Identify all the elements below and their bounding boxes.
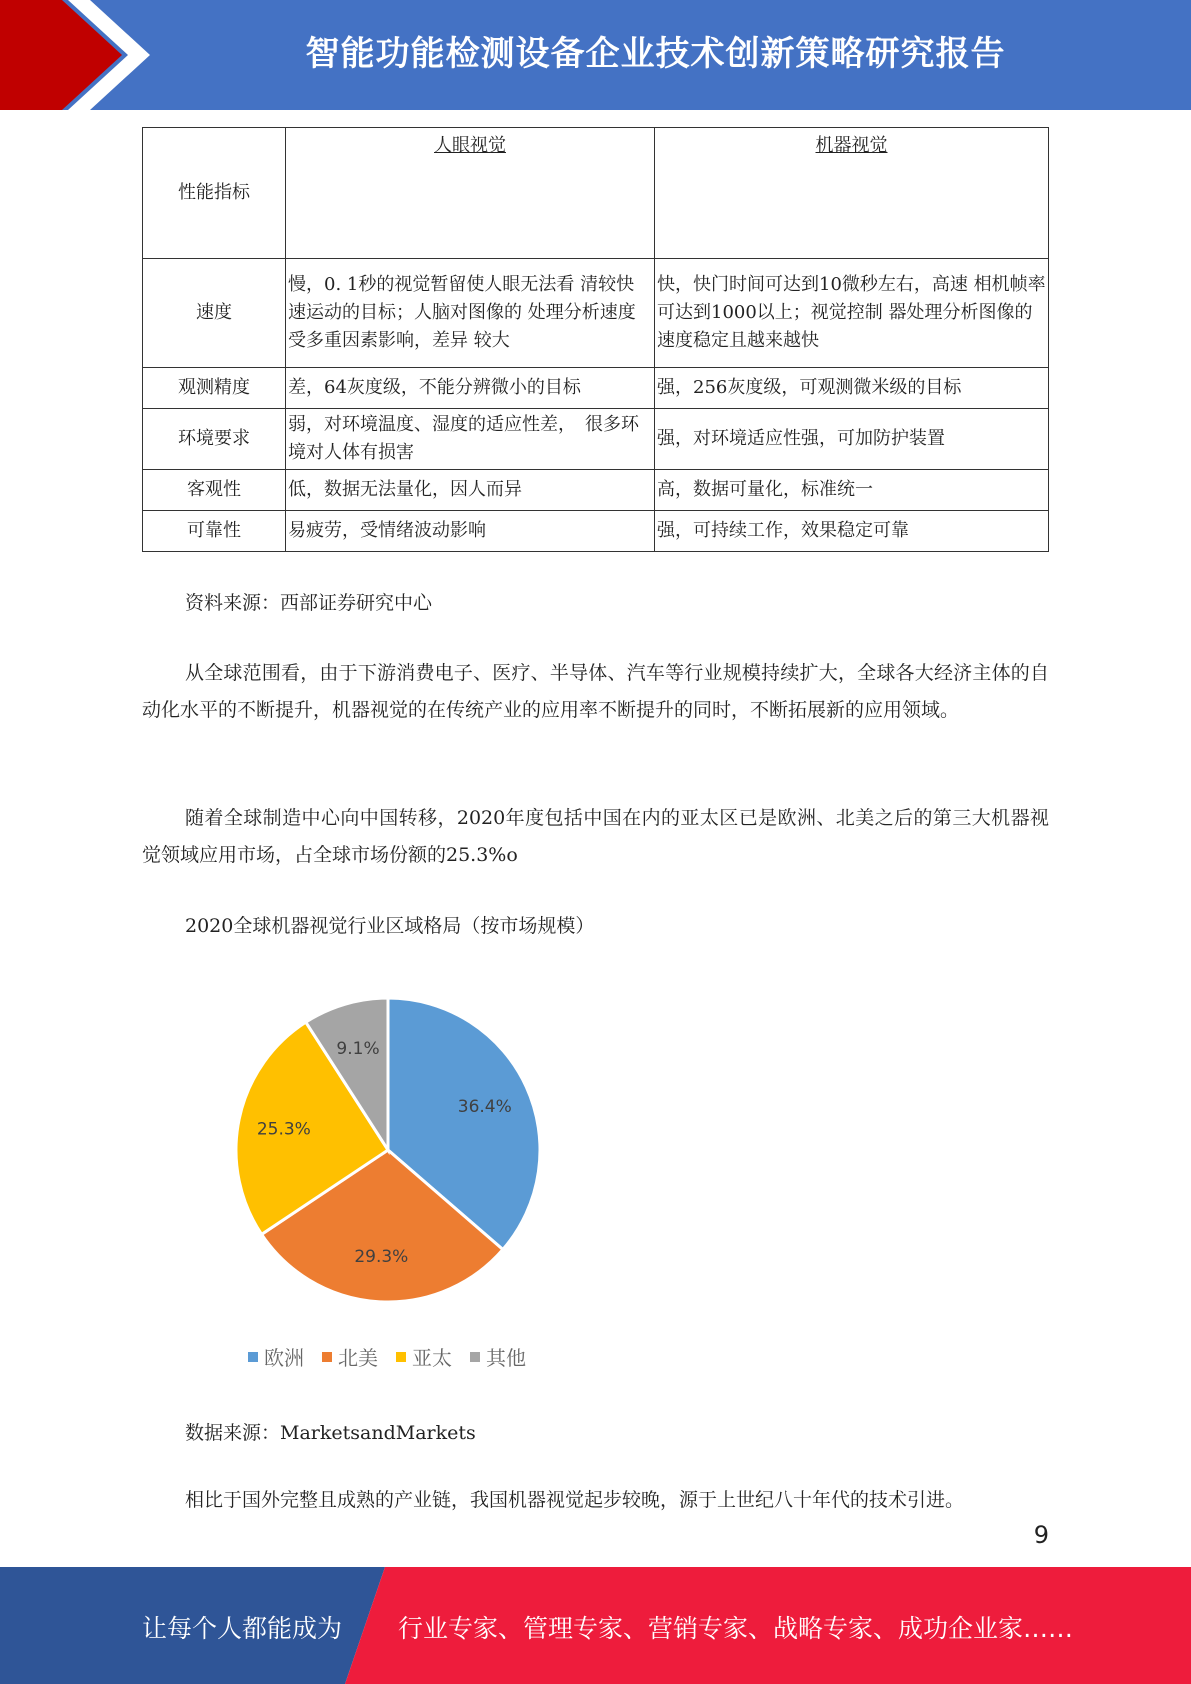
metric-cell: 观测精度 xyxy=(143,368,286,409)
legend-label: 其他 xyxy=(486,1346,526,1370)
metric-header: 性能指标 xyxy=(143,128,286,259)
machine-cell: 强，可持续工作，效果稳定可靠 xyxy=(655,511,1049,552)
footer-slogan-right: 行业专家、管理专家、营销专家、战略专家、成功企业家…… xyxy=(398,1614,1074,1643)
human-vision-header: 人眼视觉 xyxy=(286,128,655,259)
table-row xyxy=(143,409,1049,470)
report-title: 智能功能检测设备企业技术创新策略研究报告 xyxy=(305,34,1006,74)
legend-swatch xyxy=(322,1352,332,1362)
paragraph-asia-pacific: 随着全球制造中心向中国转移，2020年度包括中国在内的亚太区已是欧洲、北美之后的第三大机器视觉领域应用市场，占全球市场份额的25.3%o xyxy=(142,807,1049,866)
paragraph-global-scope: 从全球范围看，由于下游消费电子、医疗、半导体、汽车等行业规模持续扩大，全球各大经济主体的自动化水平的不断提升，机器视觉的在传统产业的应用率不断提升的同时，不断拓展新的应用领域。 xyxy=(142,662,1049,721)
chart-source-note: 数据来源：MarketsandMarkets xyxy=(185,1422,476,1444)
legend-swatch xyxy=(470,1352,480,1362)
chart-caption: 2020全球机器视觉行业区域格局（按市场规模） xyxy=(185,915,595,937)
human-cell: 易疲劳，受情绪波动影响 xyxy=(286,511,655,552)
human-cell: 差，64灰度级，不能分辨微小的目标 xyxy=(286,368,655,409)
human-cell: 慢，0. 1秒的视觉暂留使人眼无法看 清较快速运动的目标；人脑对图像的 处理分析速度受多重因素影响，差异 较大 xyxy=(286,259,655,368)
table-source-note: 资料来源：西部证券研究中心 xyxy=(185,592,433,614)
legend-item-0 xyxy=(248,1342,304,1371)
pie-data-label-3: 9.1% xyxy=(336,1038,380,1059)
legend-item-2 xyxy=(396,1342,452,1371)
legend-swatch xyxy=(248,1352,258,1362)
table-row xyxy=(143,368,1049,409)
metric-cell: 环境要求 xyxy=(143,409,286,470)
legend-item-1 xyxy=(322,1342,378,1371)
pie-data-label-0: 36.4% xyxy=(457,1096,512,1117)
machine-cell: 快，快门时间可达到10微秒左右，高速 相机帧率可达到1000以上；视觉控制 器处理分析图像的速度稳定且越来越快 xyxy=(655,259,1049,368)
table-row xyxy=(143,470,1049,511)
metric-cell: 客观性 xyxy=(143,470,286,511)
metric-cell: 速度 xyxy=(143,259,286,368)
legend-label: 欧洲 xyxy=(264,1346,304,1370)
paragraph-domestic: 相比于国外完整且成熟的产业链，我国机器视觉起步较晚，源于上世纪八十年代的技术引进。 xyxy=(185,1489,965,1511)
page-number: 9 xyxy=(1033,1521,1049,1549)
page-footer xyxy=(0,1567,1191,1684)
machine-vision-header: 机器视觉 xyxy=(655,128,1049,259)
pie-data-label-2: 25.3% xyxy=(256,1119,311,1140)
human-cell: 低，数据无法量化，因人而异 xyxy=(286,470,655,511)
machine-cell: 强，对环境适应性强，可加防护装置 xyxy=(655,409,1049,470)
table-row xyxy=(143,511,1049,552)
human-cell: 弱，对环境温度、湿度的适应性差， 很多环境对人体有损害 xyxy=(286,409,655,470)
chart-legend xyxy=(248,1342,526,1371)
header-arrow-decoration xyxy=(0,0,160,110)
machine-cell: 高，数据可量化，标准统一 xyxy=(655,470,1049,511)
table-row xyxy=(143,259,1049,368)
legend-item-3 xyxy=(470,1342,526,1371)
page-header xyxy=(0,0,1191,110)
footer-slogan-left: 让每个人都能成为 xyxy=(142,1614,343,1643)
table-header-row xyxy=(143,128,1049,259)
legend-swatch xyxy=(396,1352,406,1362)
pie-chart xyxy=(230,990,550,1310)
pie-data-label-1: 29.3% xyxy=(354,1247,409,1268)
legend-label: 北美 xyxy=(338,1346,378,1370)
legend-label: 亚太 xyxy=(412,1346,452,1370)
machine-cell: 强，256灰度级，可观测微米级的目标 xyxy=(655,368,1049,409)
comparison-table xyxy=(142,127,1049,552)
metric-cell: 可靠性 xyxy=(143,511,286,552)
